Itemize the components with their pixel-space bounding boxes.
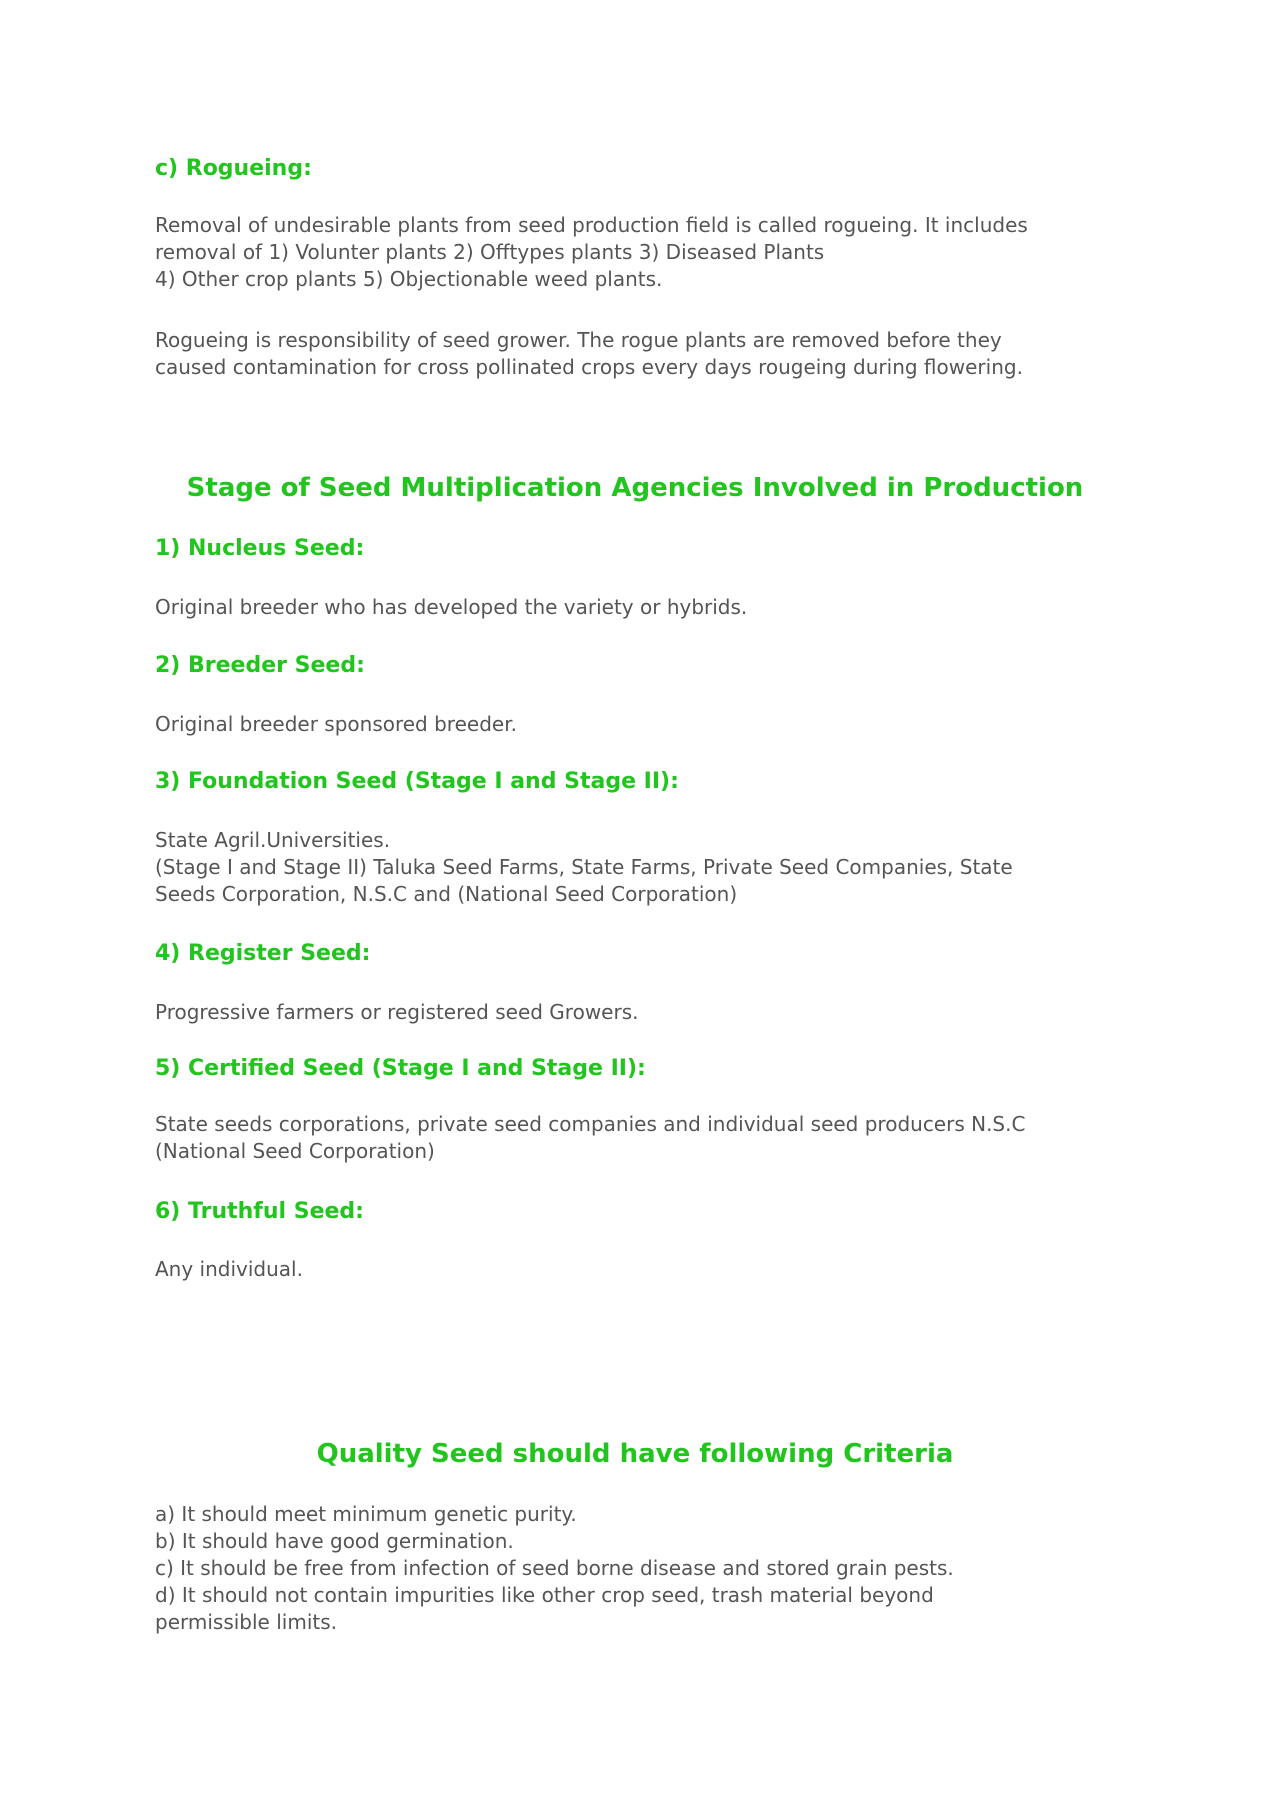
criteria-item: permissible limits.	[155, 1610, 337, 1634]
text-line: Rogueing is responsibility of seed grower. The rogue plants are removed before they	[155, 328, 1002, 352]
stage-text-breeder: Original breeder sponsored breeder.	[155, 712, 517, 736]
stage-heading-truthful: 6) Truthful Seed:	[155, 1199, 364, 1224]
criteria-item: c) It should be free from infection of seed borne disease and stored grain pests.	[155, 1556, 954, 1580]
text-line: Seeds Corporation, N.S.C and (National Seed Corporation)	[155, 882, 738, 906]
rogueing-paragraph-1	[155, 212, 1115, 293]
criteria-item: a) It should meet minimum genetic purity.	[155, 1502, 577, 1526]
text-line: (Stage I and Stage II) Taluka Seed Farms, State Farms, Private Seed Companies, State	[155, 855, 1013, 879]
text-line: 4) Other crop plants 5) Objectionable weed plants.	[155, 267, 663, 291]
stages-title: Stage of Seed Multiplication Agencies Involved in Production	[186, 473, 1084, 503]
text-line: Removal of undesirable plants from seed production field is called rogueing. It includes	[155, 213, 1028, 237]
criteria-title: Quality Seed should have following Criteria	[316, 1439, 954, 1469]
text-line: (National Seed Corporation)	[155, 1139, 435, 1163]
rogueing-paragraph-2	[155, 327, 1115, 381]
stage-heading-foundation: 3) Foundation Seed (Stage I and Stage II):	[155, 769, 679, 794]
text-line: State seeds corporations, private seed companies and individual seed producers N.S.C	[155, 1112, 1026, 1136]
text-line: State Agril.Universities.	[155, 828, 391, 852]
stage-text-truthful: Any individual.	[155, 1257, 303, 1281]
stage-heading-nucleus: 1) Nucleus Seed:	[155, 536, 365, 561]
text-line: caused contamination for cross pollinated crops every days rougeing during flowering.	[155, 355, 1023, 379]
stage-text-register: Progressive farmers or registered seed Growers.	[155, 1000, 639, 1024]
criteria-item: d) It should not contain impurities like other crop seed, trash material beyond	[155, 1583, 934, 1607]
stage-text-certified	[155, 1111, 1115, 1165]
stage-text-nucleus: Original breeder who has developed the variety or hybrids.	[155, 595, 748, 619]
criteria-item: b) It should have good germination.	[155, 1529, 514, 1553]
text-line: removal of 1) Volunter plants 2) Offtypes plants 3) Diseased Plants	[155, 240, 825, 264]
stage-text-foundation	[155, 827, 1115, 908]
stage-heading-certified: 5) Certified Seed (Stage I and Stage II):	[155, 1056, 646, 1081]
criteria-list	[155, 1501, 1115, 1636]
stage-heading-register: 4) Register Seed:	[155, 941, 371, 966]
rogueing-heading: c) Rogueing:	[155, 156, 312, 181]
stage-heading-breeder: 2) Breeder Seed:	[155, 653, 365, 678]
